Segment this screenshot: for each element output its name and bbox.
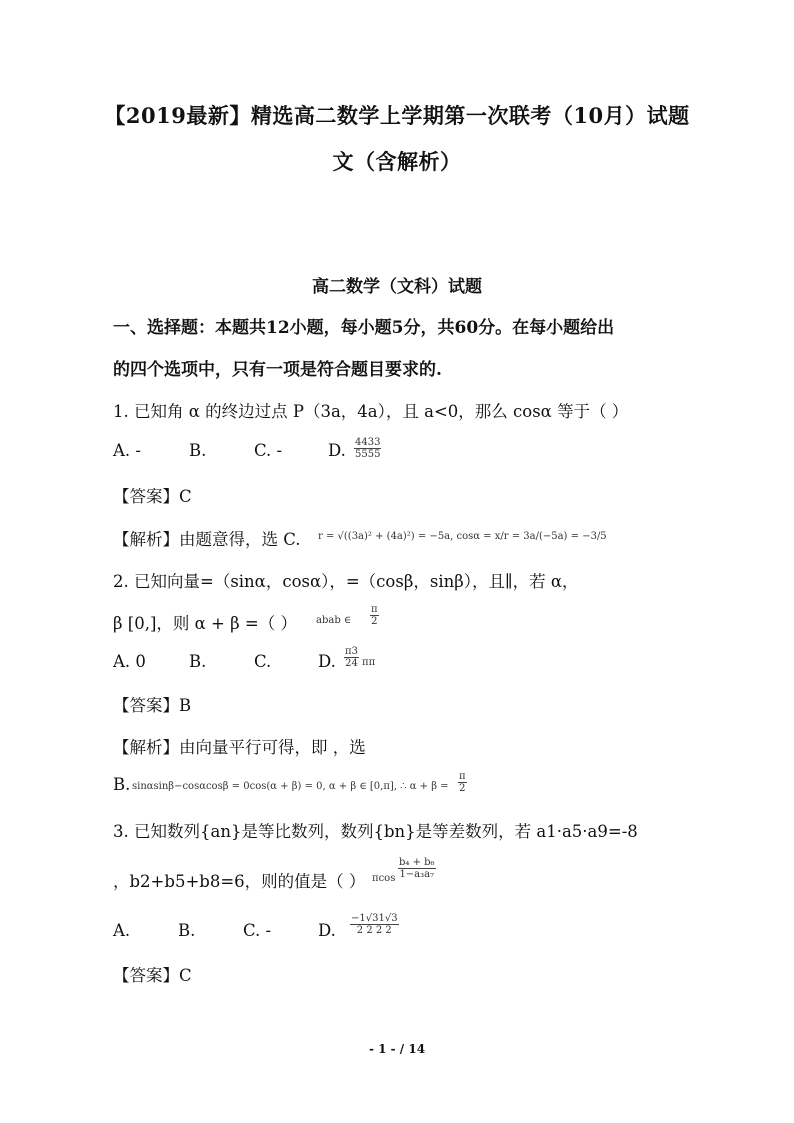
q1-stem: 1. 已知角 α 的终边过点 P（3a，4a），且 a<0，那么 cosα 等于（ ）: [113, 402, 629, 421]
section-title: 高二数学（文科）试题: [312, 277, 482, 297]
q2-option-d-formula-num: π3: [345, 646, 358, 657]
q2-stem-formula: abab ∈: [316, 615, 352, 626]
q2-option-d-formula: [344, 646, 359, 669]
q2-stem-formula-frac-den: 2: [371, 616, 378, 627]
q3-option-a: A.: [113, 921, 131, 940]
q2-analysis-line-2: B.: [113, 775, 131, 794]
q3-answer: 【答案】C: [113, 966, 192, 985]
q3-option-d-formula-den: 2 2 2 2: [356, 925, 392, 936]
q1-option-b: B.: [189, 441, 207, 460]
q2-stem-formula-frac-num: π: [371, 604, 378, 615]
q2-options: [113, 652, 713, 676]
instructions-line-1: 一、选择题：本题共12小题，每小题5分，共60分。在每小题给出: [113, 318, 615, 338]
q2-stem-line-2: β [0,]，则 α + β =（ ）: [113, 614, 297, 633]
q2-stem-line-1: 2. 已知向量=（sinα，cosα），=（cosβ，sinβ），且∥，若 α，: [113, 572, 579, 591]
q2-analysis-formula-frac: [458, 771, 467, 794]
q1-option-d-formula-num: 4433: [355, 437, 381, 448]
q2-option-d: D.: [318, 652, 336, 671]
q1-analysis-formula: r = √((3a)² + (4a)²) = −5a, cosα = x/r = 3a/(−5a) = −3/5: [318, 531, 607, 542]
q1-answer: 【答案】C: [113, 487, 192, 506]
q2-analysis-formula-frac-den: 2: [459, 783, 466, 794]
document-title-line-2: 文（含解析）: [332, 149, 462, 174]
q3-stem-line-1: 3. 已知数列{an}是等比数列，数列{bn}是等差数列，若 a1·a5·a9=-8: [113, 822, 638, 841]
q2-stem-formula-frac: [370, 604, 379, 627]
q3-option-d: D.: [318, 921, 336, 940]
document-title-line-1: 【2019最新】精选高二数学上学期第一次联考（10月）试题: [104, 103, 690, 128]
q3-stem-formula-den: 1−a₃a₇: [399, 869, 435, 880]
q1-option-c: C. -: [254, 441, 283, 460]
q1-option-d-formula: [354, 437, 381, 460]
q3-stem-line-2: ，b2+b5+b8=6，则的值是（ ）: [113, 872, 366, 891]
q1-option-d: D.: [328, 441, 346, 460]
q1-analysis: 【解析】由题意得，选 C.: [113, 530, 301, 549]
q2-option-b: B.: [189, 652, 207, 671]
page-footer: - 1 - / 14: [368, 1042, 426, 1056]
q1-options: [113, 441, 713, 465]
q2-analysis-formula: sinαsinβ−cosαcosβ = 0cos(α + β) = 0, α + β ∈ [0,π], ∴ α + β =: [132, 781, 449, 792]
q3-option-d-formula: [350, 913, 399, 936]
q3-option-c: C. -: [243, 921, 272, 940]
q1-option-d-formula-den: 5555: [355, 449, 381, 460]
instructions-line-2: 的四个选项中，只有一项是符合题目要求的.: [113, 360, 442, 380]
q3-stem-formula-prefix: πcos: [372, 873, 396, 884]
q2-analysis-formula-frac-num: π: [459, 771, 466, 782]
q2-option-c: C.: [254, 652, 272, 671]
q1-option-a: A. -: [113, 441, 141, 460]
q2-option-d-formula-tail: ππ: [362, 657, 376, 668]
q3-stem-formula-num: b₄ + b₆: [399, 857, 435, 868]
q3-stem-formula: [398, 857, 436, 880]
q2-answer: 【答案】B: [113, 696, 192, 715]
q2-option-a: A. 0: [113, 652, 146, 671]
q3-options: [113, 921, 713, 945]
q3-option-d-formula-num: −1√31√3: [351, 913, 398, 924]
q3-option-b: B.: [178, 921, 196, 940]
q2-option-d-formula-den: 24: [345, 658, 358, 669]
q2-analysis-line-1: 【解析】由向量平行可得，即 ，选: [113, 738, 366, 757]
